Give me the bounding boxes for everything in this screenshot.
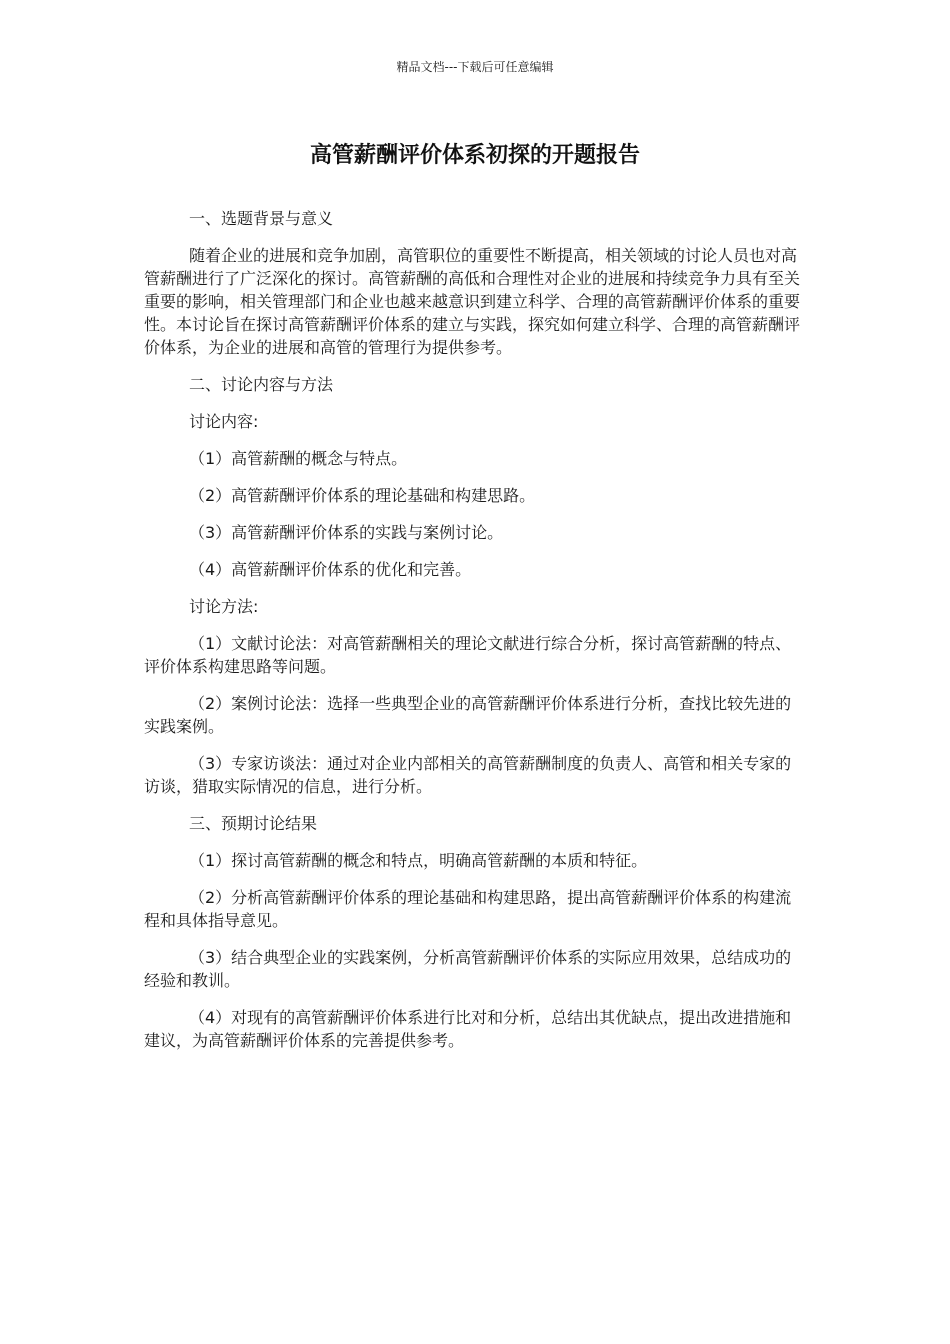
- method-item: （1）文献讨论法：对高管薪酬相关的理论文献进行综合分析，探讨高管薪酬的特点、评价体系构建思路等问题。: [144, 634, 792, 676]
- section-heading-content-method: 二、讨论内容与方法: [189, 375, 334, 394]
- background-paragraph: 随着企业的进展和竞争加剧，高管职位的重要性不断提高，相关领域的讨论人员也对高管薪酬进行了广泛深化的探讨。高管薪酬的高低和合理性对企业的进展和持续竞争力具有至关重要的影响，相关管理部门和企业也越来越意识到建立科学、合理的高管薪酬评价体系的重要性。本讨论旨在探讨高管薪酬评价体系的建立与实践，探究如何建立科学、合理的高管薪酬评价体系，为企业的进展和高管的管理行为提供参考。: [144, 246, 801, 357]
- result-item: （2）分析高管薪酬评价体系的理论基础和构建思路，提出高管薪酬评价体系的构建流程和具体指导意见。: [144, 888, 792, 930]
- section-heading-expected-results: 三、预期讨论结果: [189, 814, 318, 833]
- result-item: （1）探讨高管薪酬的概念和特点，明确高管薪酬的本质和特征。: [189, 851, 648, 870]
- header-note: 精品文档---下载后可任意编辑: [396, 60, 554, 74]
- method-label: 讨论方法:: [189, 597, 259, 616]
- content-item: （4）高管薪酬评价体系的优化和完善。: [189, 560, 472, 579]
- method-item: （3）专家访谈法：通过对企业内部相关的高管薪酬制度的负责人、高管和相关专家的访谈，猎取实际情况的信息，进行分析。: [144, 754, 792, 796]
- content-label: 讨论内容:: [189, 412, 259, 431]
- content-item: （2）高管薪酬评价体系的理论基础和构建思路。: [189, 486, 536, 505]
- document-body: [144, 207, 806, 1066]
- section-heading-background: 一、选题背景与意义: [189, 209, 334, 228]
- result-item: （3）结合典型企业的实践案例，分析高管薪酬评价体系的实际应用效果，总结成功的经验和教训。: [144, 948, 792, 990]
- result-item: （4）对现有的高管薪酬评价体系进行比对和分析，总结出其优缺点，提出改进措施和建议，为高管薪酬评价体系的完善提供参考。: [144, 1008, 792, 1050]
- content-item: （3）高管薪酬评价体系的实践与案例讨论。: [189, 523, 504, 542]
- method-item: （2）案例讨论法：选择一些典型企业的高管薪酬评价体系进行分析，查找比较先进的实践案例。: [144, 694, 792, 736]
- content-item: （1）高管薪酬的概念与特点。: [189, 449, 408, 468]
- document-title: 高管薪酬评价体系初探的开题报告: [309, 143, 640, 168]
